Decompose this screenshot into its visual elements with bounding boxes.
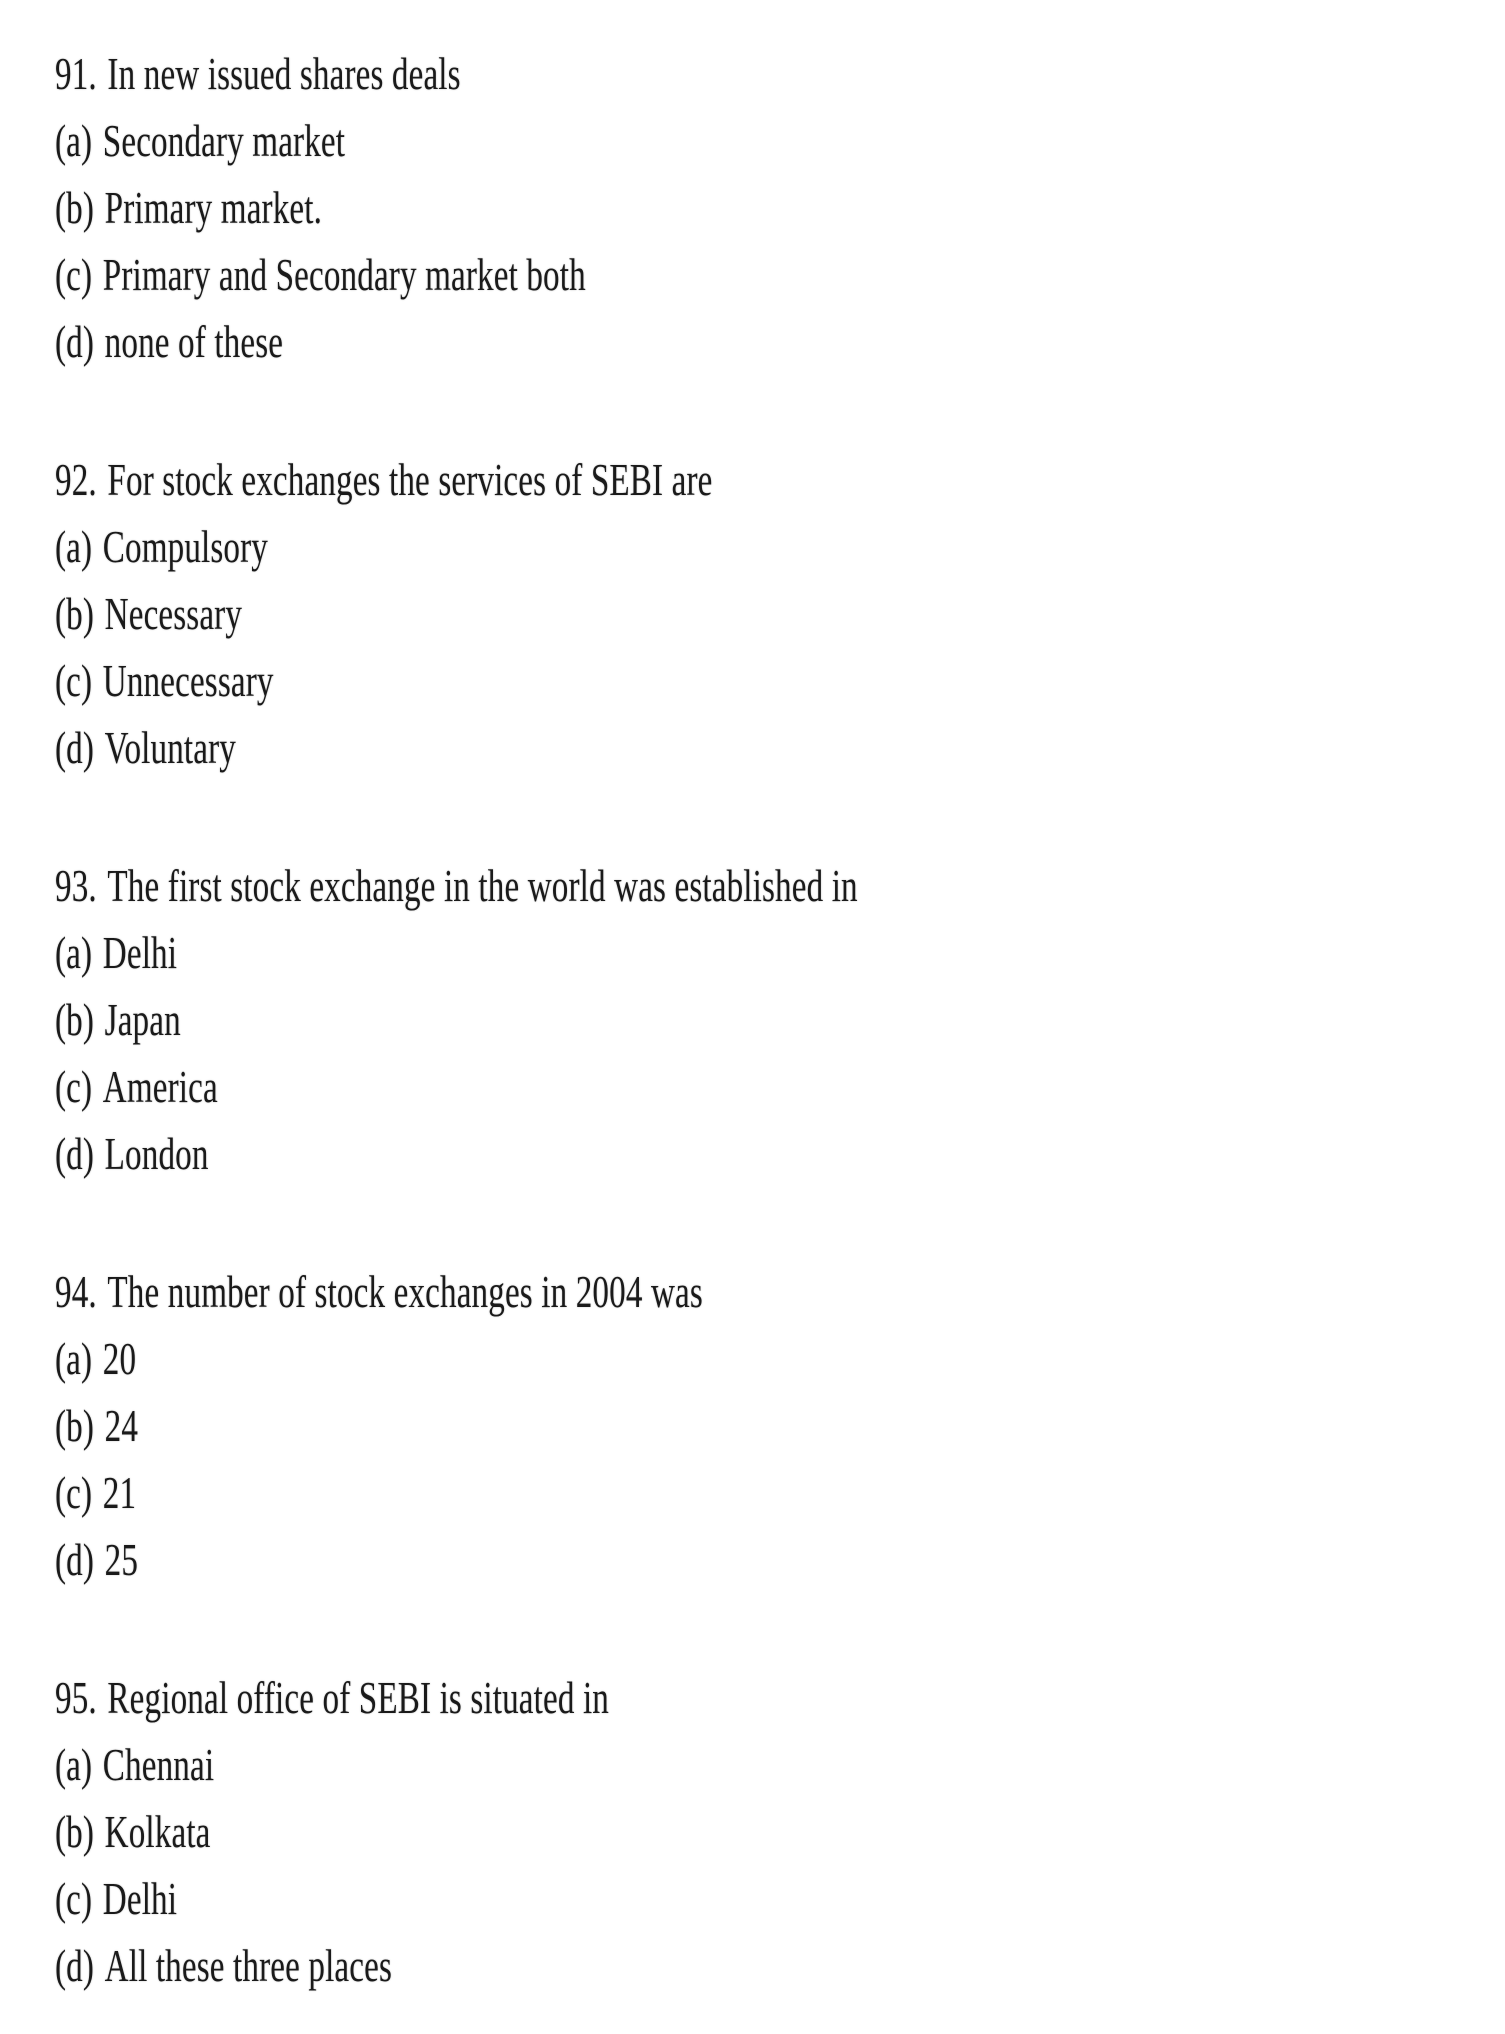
question-line xyxy=(55,1664,1475,1731)
option-text: 24 xyxy=(104,1400,139,1451)
question-text: The number of stock exchanges in 2004 was xyxy=(107,1266,703,1317)
option-line xyxy=(55,107,1475,174)
option-label: (b) xyxy=(55,588,95,639)
question-text: The first stock exchange in the world was established in xyxy=(107,860,858,911)
option-text: Chennai xyxy=(102,1739,215,1790)
question-line xyxy=(55,446,1475,513)
question-block-92 xyxy=(55,446,1475,781)
option-line xyxy=(55,308,1475,375)
question-text: For stock exchanges the services of SEBI are xyxy=(107,454,713,505)
option-label: (b) xyxy=(55,1400,95,1451)
option-line xyxy=(55,1798,1475,1865)
option-label: (a) xyxy=(55,115,93,166)
option-line xyxy=(55,1392,1475,1459)
option-line xyxy=(55,1526,1475,1593)
question-number: 92. xyxy=(55,454,97,505)
option-text: Voluntary xyxy=(104,722,236,773)
option-line xyxy=(55,241,1475,308)
question-number: 94. xyxy=(55,1266,97,1317)
option-text: Unnecessary xyxy=(102,655,274,706)
option-text: 21 xyxy=(102,1467,137,1518)
option-line xyxy=(55,1053,1475,1120)
option-line xyxy=(55,1865,1475,1932)
option-text: London xyxy=(104,1128,209,1179)
option-label: (c) xyxy=(55,249,93,300)
option-label: (c) xyxy=(55,655,93,706)
question-text: In new issued shares deals xyxy=(107,48,461,99)
option-label: (c) xyxy=(55,1873,93,1924)
option-line xyxy=(55,1120,1475,1187)
question-block-95 xyxy=(55,1664,1475,1999)
option-text: Delhi xyxy=(102,1873,178,1924)
question-line xyxy=(55,852,1475,919)
question-number: 93. xyxy=(55,860,97,911)
option-text: All these three places xyxy=(104,1940,392,1991)
option-text: Delhi xyxy=(102,927,178,978)
option-line xyxy=(55,1459,1475,1526)
option-label: (d) xyxy=(55,1534,95,1585)
option-text: Primary market. xyxy=(104,182,323,233)
option-line xyxy=(55,986,1475,1053)
question-line xyxy=(55,40,1475,107)
option-label: (d) xyxy=(55,316,95,367)
option-text: 25 xyxy=(104,1534,139,1585)
option-label: (d) xyxy=(55,722,95,773)
option-text: Kolkata xyxy=(104,1806,211,1857)
option-text: Japan xyxy=(104,994,181,1045)
option-line xyxy=(55,714,1475,781)
option-label: (a) xyxy=(55,1739,93,1790)
question-text: Regional office of SEBI is situated in xyxy=(107,1672,610,1723)
option-text: Secondary market xyxy=(102,115,346,166)
option-text: Necessary xyxy=(104,588,243,639)
question-block-93 xyxy=(55,852,1475,1187)
option-line xyxy=(55,919,1475,986)
option-text: 20 xyxy=(102,1333,137,1384)
option-label: (d) xyxy=(55,1940,95,1991)
option-text: Compulsory xyxy=(102,521,269,572)
question-number: 91. xyxy=(55,48,97,99)
question-block-94 xyxy=(55,1258,1475,1593)
option-label: (a) xyxy=(55,1333,93,1384)
option-line xyxy=(55,513,1475,580)
option-line xyxy=(55,1932,1475,1999)
option-text: none of these xyxy=(104,316,284,367)
option-label: (c) xyxy=(55,1467,93,1518)
question-number: 95. xyxy=(55,1672,97,1723)
option-line xyxy=(55,647,1475,714)
option-label: (a) xyxy=(55,521,93,572)
option-label: (c) xyxy=(55,1061,93,1112)
option-line xyxy=(55,580,1475,647)
option-line xyxy=(55,1731,1475,1798)
option-text: Primary and Secondary market both xyxy=(102,249,586,300)
option-text: America xyxy=(102,1061,218,1112)
question-block-91 xyxy=(55,40,1475,375)
option-label: (b) xyxy=(55,182,95,233)
option-line xyxy=(55,1325,1475,1392)
option-line xyxy=(55,174,1475,241)
question-line xyxy=(55,1258,1475,1325)
option-label: (b) xyxy=(55,994,95,1045)
option-label: (b) xyxy=(55,1806,95,1857)
option-label: (a) xyxy=(55,927,93,978)
option-label: (d) xyxy=(55,1128,95,1179)
